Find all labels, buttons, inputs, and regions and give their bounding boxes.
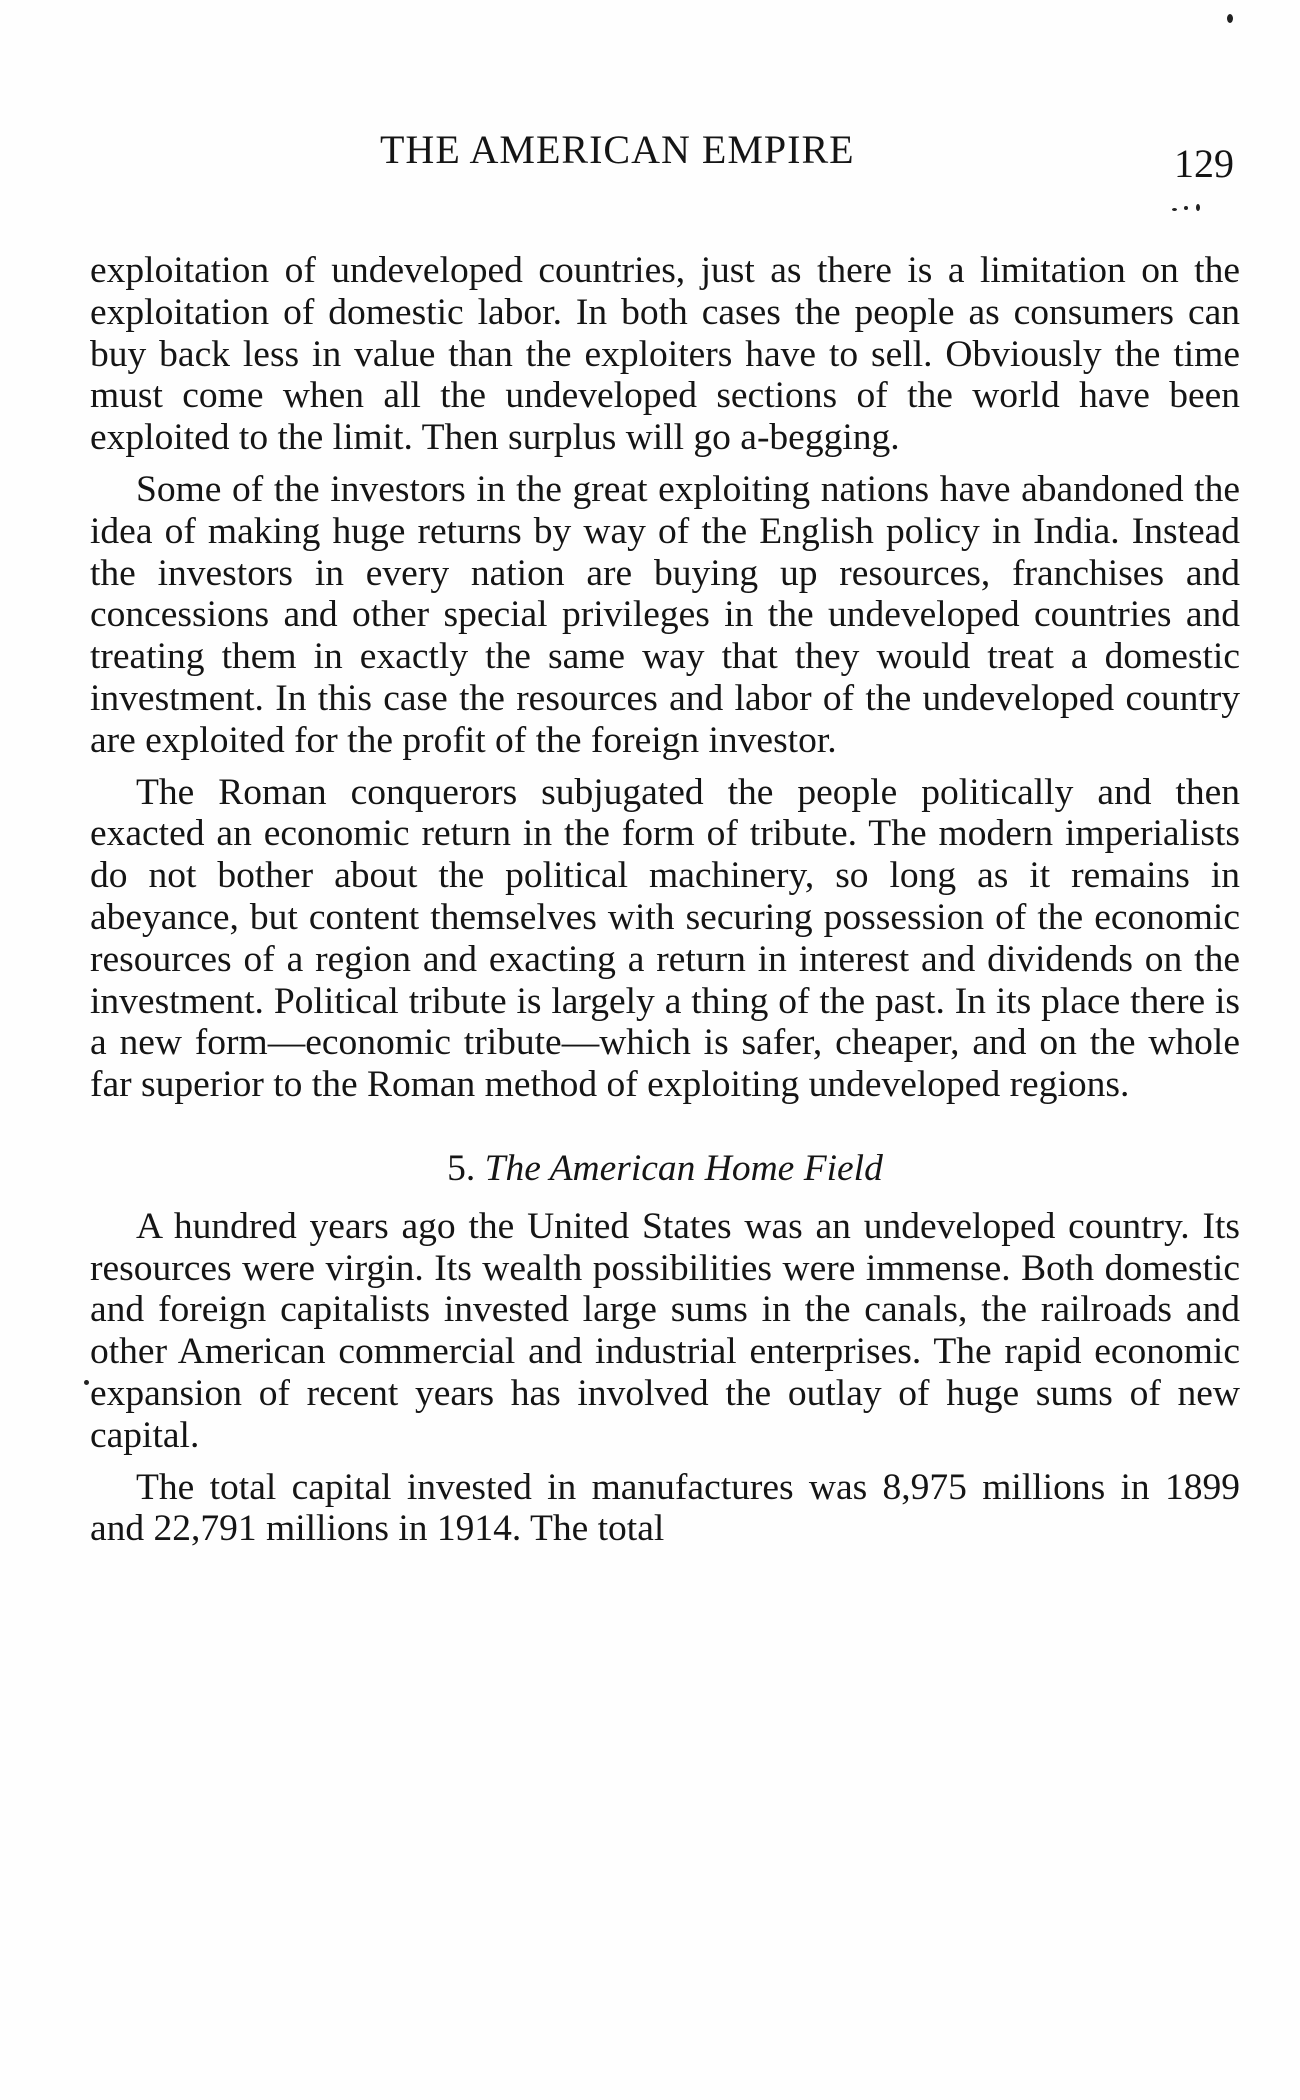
paragraph-investors: Some of the investors in the great exploiting nations have abandoned the idea of making huge returns by way of the English policy in India. Instead the investors in every nation are buying up resources, franchises and concessions and other special privileges in the undeveloped countries and treating them in exactly the same way that they would treat a domestic investment. In this case the resources and labor of the undeveloped country are exploited for the profit of the foreign investor. bbox=[90, 468, 1240, 761]
section-title: The American Home Field bbox=[484, 1147, 883, 1189]
section-heading bbox=[90, 1148, 1240, 1190]
section-number: 5. bbox=[447, 1147, 476, 1189]
paragraph-hundred-years: A hundred years ago the United States was an undeveloped country. Its resources were virgin. Its wealth possibilities were immense. Both domestic and foreign capitalists invested large sums in the canals, the railroads and other American commercial and industrial enterprises. The rapid economic expansion of recent years has involved the outlay of huge sums of new capital. bbox=[90, 1205, 1240, 1456]
print-speck bbox=[84, 1380, 89, 1385]
print-speck bbox=[1196, 204, 1200, 211]
body-text bbox=[90, 250, 1240, 1560]
paragraph-total-capital: The total capital invested in manufactures was 8,975 millions in 1899 and 22,791 millions in 1914. The total bbox=[90, 1466, 1240, 1550]
paragraph-roman-conquerors: The Roman conquerors subjugated the people politically and then exacted an economic return in the form of tribute. The modern imperialists do not bother about the political machinery, so long as it remains in abeyance, but content themselves with securing possession of the economic resources of a region and exacting a return in interest and dividends on the investment. Political tribute is largely a thing of the past. In its place there is a new form—economic tribute—which is safer, cheaper, and on the whole far superior to the Roman method of exploiting undeveloped regions. bbox=[90, 771, 1240, 1106]
running-title: THE AMERICAN EMPIRE bbox=[380, 127, 855, 172]
paragraph-continued: exploitation of undeveloped countries, just as there is a limitation on the exploitation of domestic labor. In both cases the people as consumers can buy back less in value than the exploiters have to sell. Obviously the time must come when all the undeveloped sections of the world have been exploited to the limit. Then surplus will go a-begging. bbox=[90, 250, 1240, 459]
print-speck bbox=[1184, 206, 1188, 210]
page-number: 129 bbox=[1174, 141, 1234, 186]
print-speck bbox=[1172, 208, 1177, 211]
print-speck bbox=[1227, 14, 1233, 23]
